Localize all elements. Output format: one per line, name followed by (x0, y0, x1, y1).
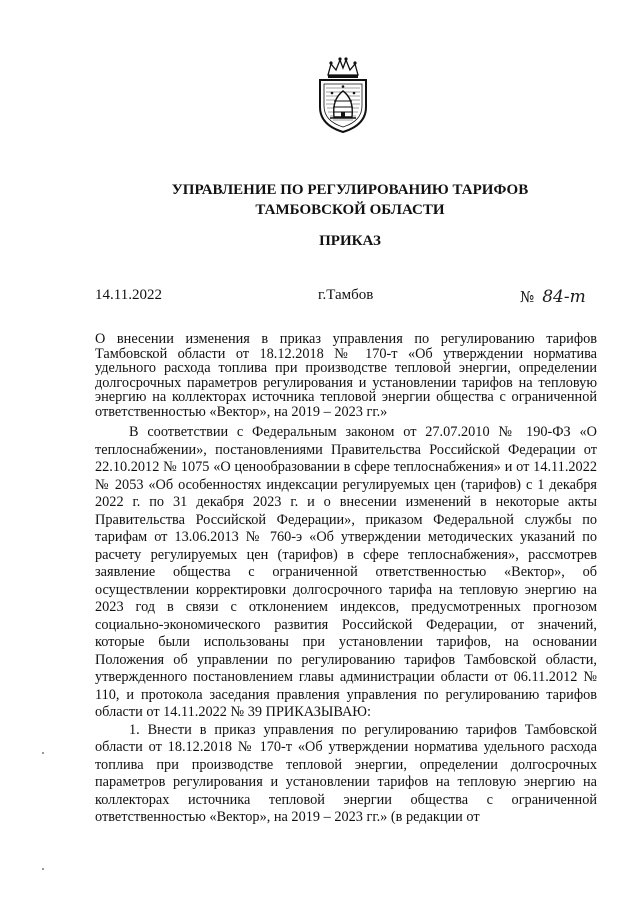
document-number (520, 287, 586, 307)
document-city: г.Тамбов (318, 287, 374, 303)
document-subject: О внесении изменения в приказ управления по регулированию тарифов Тамбовской области от 18.12.2018 № 170-т «Об утверждении норматива удельного расхода топлива при производстве тепловой энергии, определении долгосрочных параметров регулирования и установлении тарифов на тепловую энергию на коллекторах источника тепловой энергии общества с ограниченной ответственностью «Вектор», на 2019 – 2023 гг.» (95, 331, 597, 420)
document-date: 14.11.2022 (95, 287, 162, 303)
document-body (95, 424, 597, 827)
handwritten-number: 84-т (542, 287, 586, 307)
organization-name (60, 180, 640, 220)
document-type-title: ПРИКАЗ (319, 233, 381, 249)
coat-of-arms-icon (312, 55, 374, 135)
scan-speck (42, 868, 44, 870)
preamble-paragraph: В соответствии с Федеральным законом от 27.07.2010 № 190-ФЗ «О теплоснабжении», постановлениями Правительства Российской Федерации от 22.10.2012 № 1075 «О ценообразовании в сфере теплоснабжения» и от 14.11.2022 № 2053 «Об особенностях индексации регулируемых цен (тарифов) с 1 декабря 2022 г. по 31 декабря 2023 г. и о внесении изменений в некоторые акты Правительства Российской Федерации», приказом Федеральной службы по тарифам от 13.06.2013 № 760-э «Об утверждении методических указаний по расчету регулируемых цен (тарифов) в сфере теплоснабжения», рассмотрев заявление общества с ограниченной ответственностью «Вектор», об осуществлении корректировки долгосрочного тарифа на тепловую энергию на 2023 год в связи с отклонением индексов, предусмотренных прогнозом социально-экономического развития Российской Федерации, от значений, которые были использованы при установлении тарифов, на основании Положения об управлении по регулированию тарифов Тамбовской области, утвержденного постановлением главы администрации области от 06.11.2012 № 110, и протокола заседания правления управления по регулированию тарифов области от 14.11.2022 № 39 ПРИКАЗЫВАЮ: (95, 424, 597, 720)
organization-name-line2: ТАМБОВСКОЙ ОБЛАСТИ (255, 202, 445, 218)
item-1-paragraph: 1. Внести в приказ управления по регулированию тарифов Тамбовской области от 18.12.2018 № 170-т «Об утверждении норматива удельного расхода топлива при производстве тепловой энергии, определении долгосрочных параметров регулирования и установлении тарифов на тепловую энергию на коллекторах источника тепловой энергии общества с ограниченной ответственностью «Вектор», на 2019 – 2023 гг.» (в редакции от (95, 721, 597, 825)
number-sign: № (520, 288, 535, 306)
scan-speck (42, 752, 44, 754)
organization-name-line1: УПРАВЛЕНИЕ ПО РЕГУЛИРОВАНИЮ ТАРИФОВ (171, 182, 529, 198)
